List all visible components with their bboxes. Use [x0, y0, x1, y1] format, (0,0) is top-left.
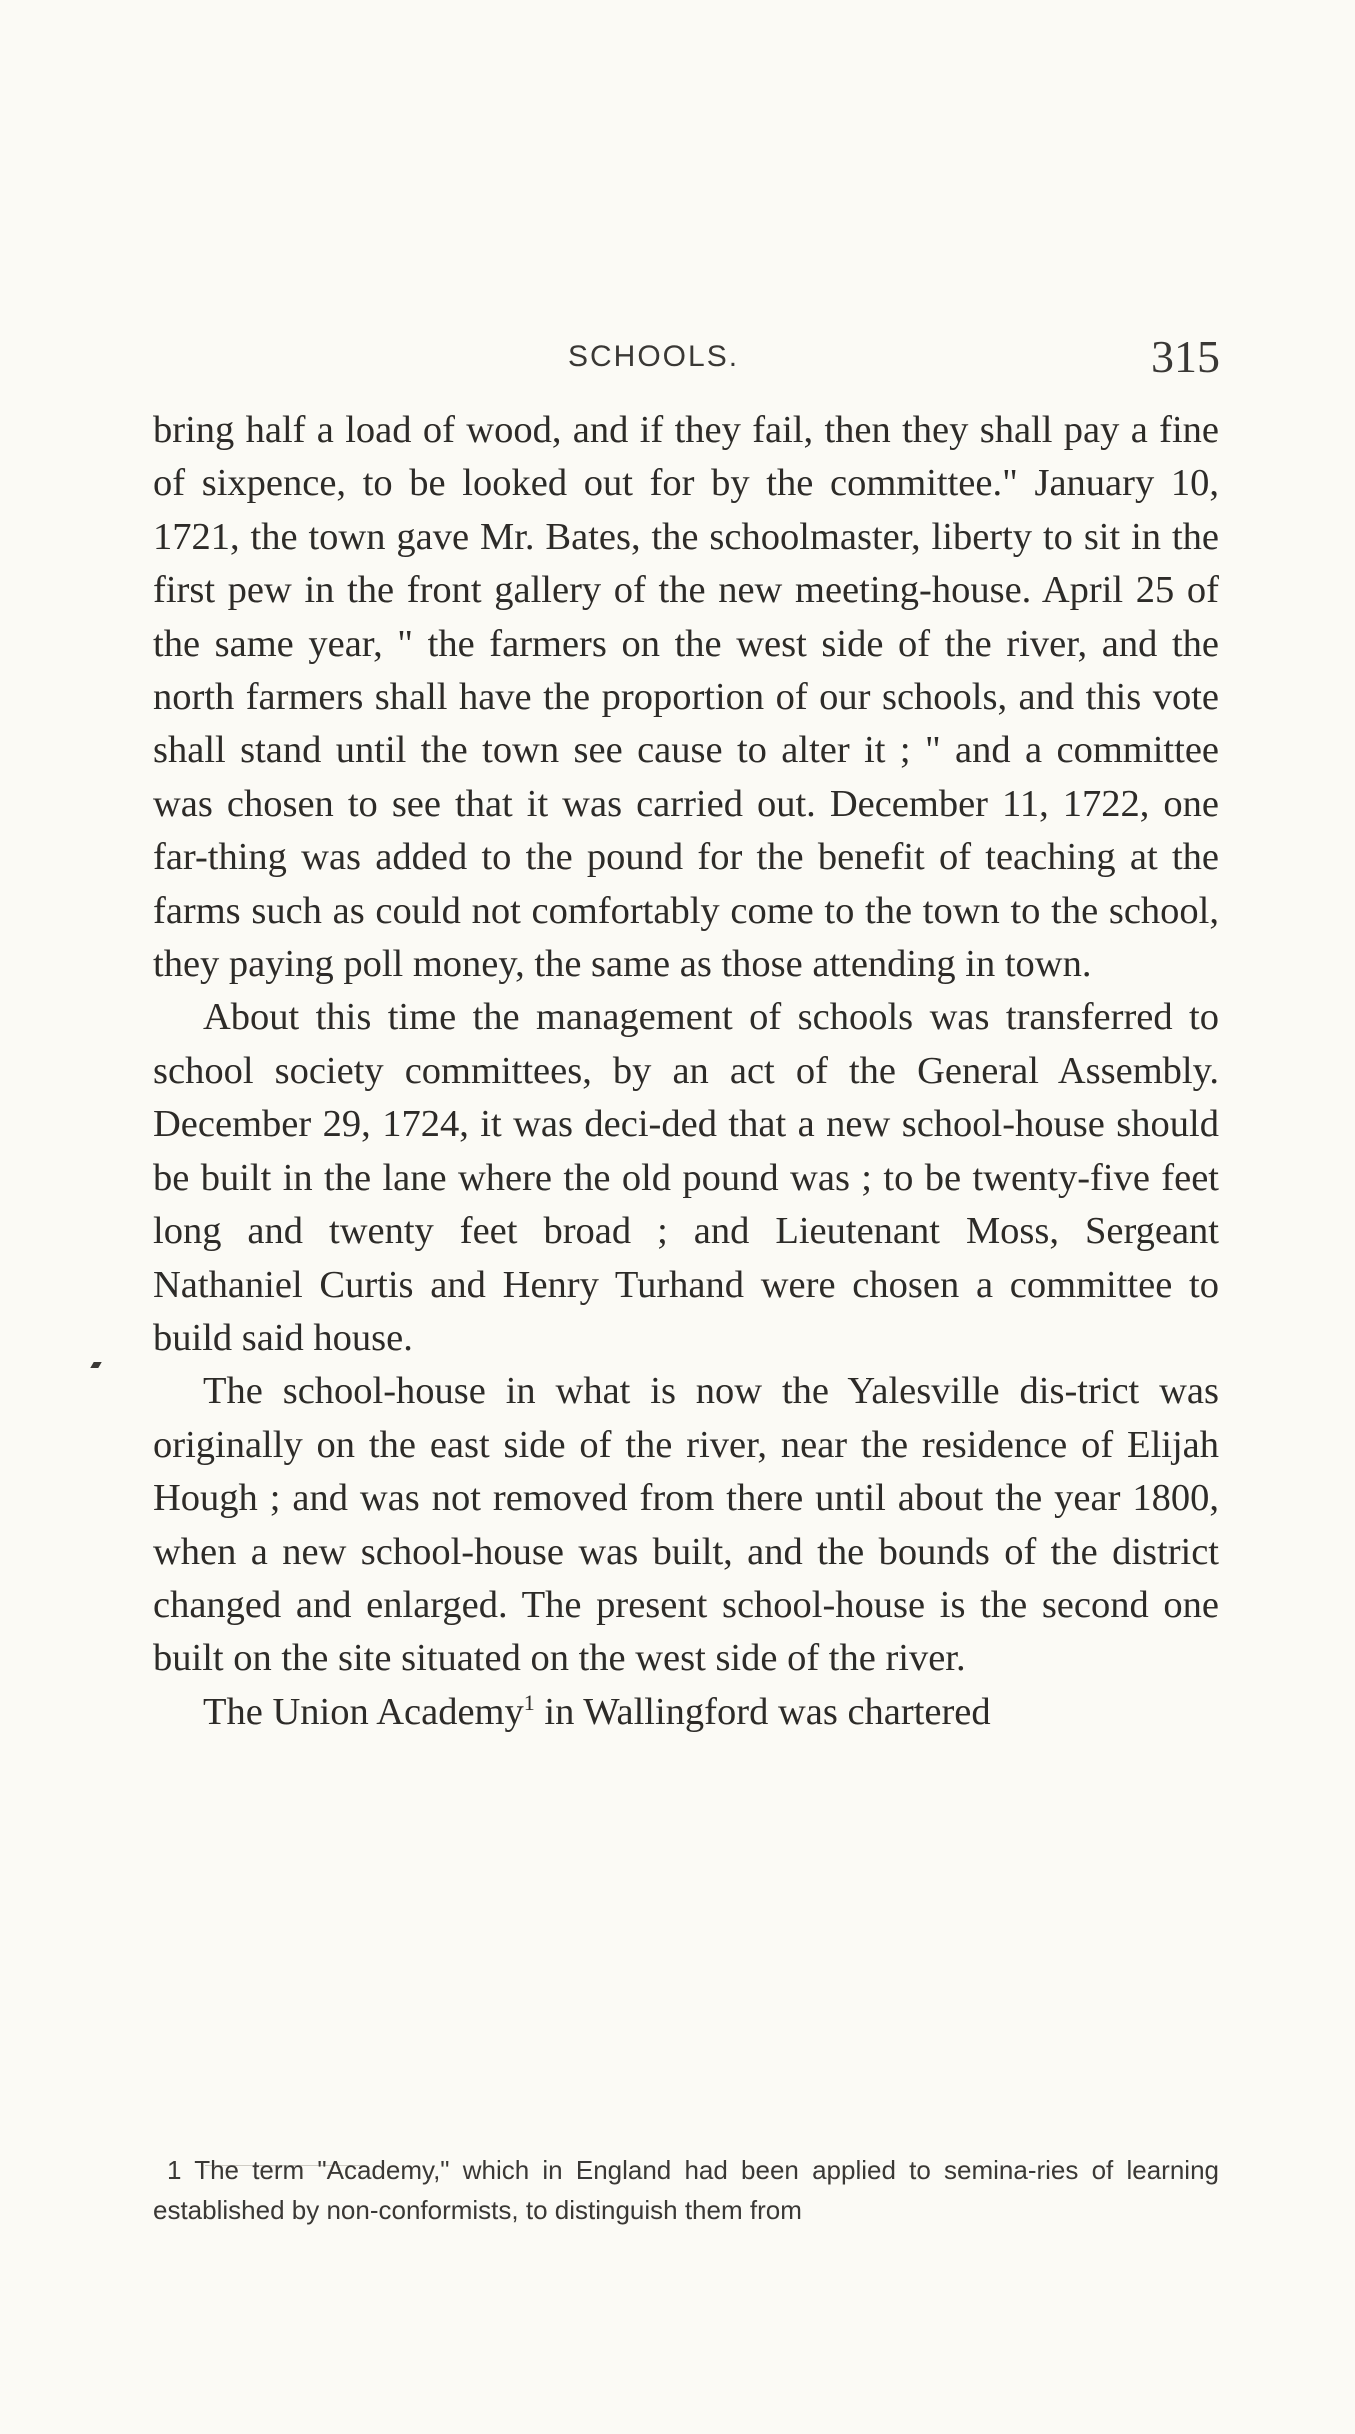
- footnote-text: 1 The term "Academy," which in England had been applied to semina-ries of learning established by non-conformists, to distinguish them from: [153, 2155, 1219, 2225]
- margin-mark: [90, 1362, 101, 1368]
- paragraph-text: The Union Academy: [203, 1690, 524, 1733]
- footnote: [153, 2150, 1219, 2230]
- paragraph-last: [153, 1686, 1219, 1739]
- page-number: 315: [1151, 331, 1220, 382]
- body-text: [153, 404, 1219, 1739]
- paragraph: About this time the management of schools was transferred to school society committees, by an act of the General Assembly. December 29, 1724, it was deci-ded that a new school-house should be built in the lane where the old pound was ; to be twenty-five feet long and twenty feet broad ; and Lieutenant Moss, Sergeant Nathaniel Curtis and Henry Turhand were chosen a committee to build said house.: [153, 996, 1219, 1359]
- paragraph: The school-house in what is now the Yalesville dis-trict was originally on the east side of the river, near the residence of Elijah Hough ; and was not removed from there until about the year 1800, when a new school-house was built, and the bounds of the district changed and enlarged. The present school-house is the second one built on the site situated on the west side of the river.: [153, 1370, 1219, 1680]
- chapter-title: SCHOOLS.: [568, 340, 740, 373]
- paragraph: bring half a load of wood, and if they fail, then they shall pay a fine of sixpence, to be looked out for by the committee." January 10, 1721, the town gave Mr. Bates, the schoolmaster, liberty to sit in the first pew in the front gallery of the new meeting-house. April 25 of the same year, " the farmers on the west side of the river, and the north farmers shall have the proportion of our schools, and this vote shall stand until the town see cause to alter it ; " and a committee was chosen to see that it was carried out. December 11, 1722, one far-thing was added to the pound for the benefit of teaching at the farms such as could not comfortably come to the town to the school, they paying poll money, the same as those attending in town.: [153, 409, 1219, 986]
- running-head: [0, 330, 1355, 390]
- paragraph-continuation: in Wallingford was chartered: [534, 1690, 991, 1733]
- footnote-reference: 1: [523, 1689, 535, 1715]
